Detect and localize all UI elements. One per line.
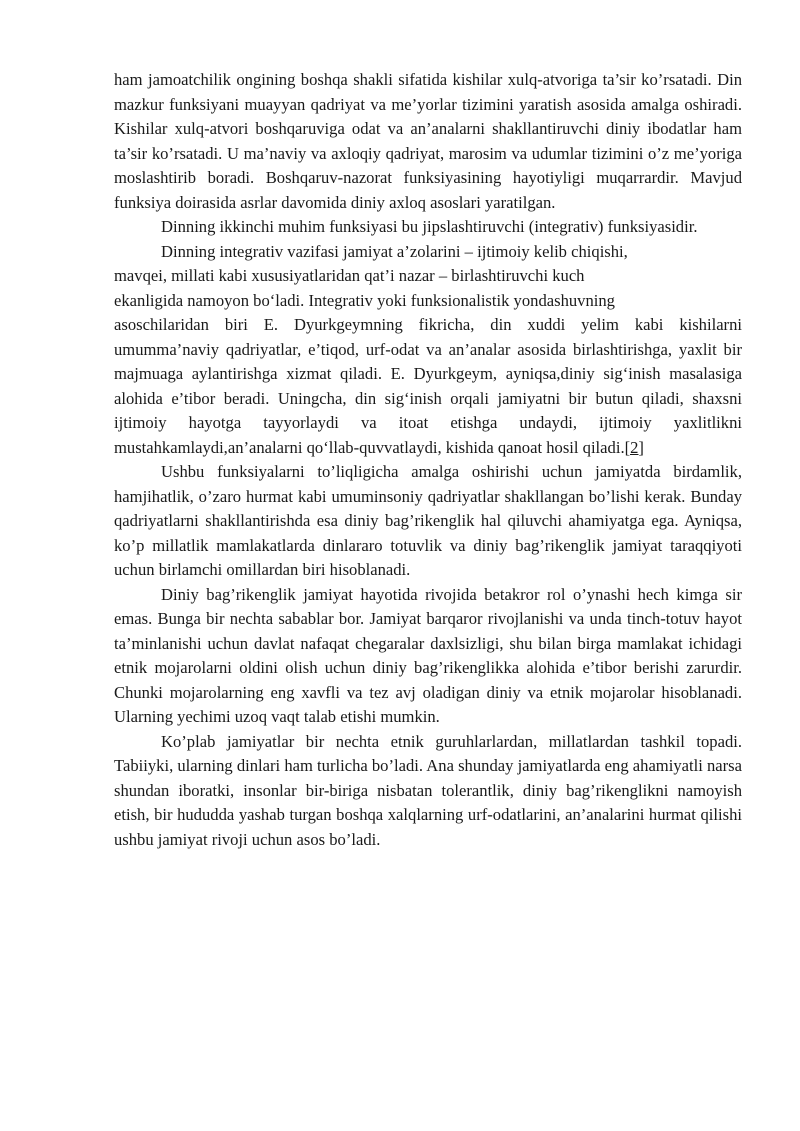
paragraph-5: Diniy bag’rikenglik jamiyat hayotida rivojida betakror rol o’ynashi hech kimga sir emas. Bunga bir nechta sabablar bor. Jamiyat barqaror rivojlanishi va unda tinch-totuv hayot ta’minlanishi uchun davlat nafaqat chegaralar daxlsizligi, shu bilan birga mamlakat ichidagi etnik mojarolarni oldini olish uchun diniy bag’rikenglikka alohida e’tibor berishi zarurdir. Chunki mojarolarning eng xavfli va tez avj oladigan diniy va etnik mojarolar hisoblanadi. Ularning yechimi uzoq vaqt talab etishi mumkin. [114,584,742,726]
document-page [114,68,742,852]
paragraph-3-text: asoschilaridan biri E. Dyurkgeymning fikricha, din xuddi yelim kabi kishilarni umumma’naviy qadriyatlar, e’tiqod, urf-odat va an’analar asosida birlashtirishga, yaxlit bir majmuaga aylantirishga xizmat qiladi. E. Dyurkgeym, ayniqsa,diniy sig‘inish masalasiga alohida e’tibor beradi. Uningcha, din sig‘inish orqali jamiyatni bir butun qiladi, shaxsni ijtimoiy hayotga tayyorlaydi va itoat etishga undaydi, ijtimoiy yaxlitlikni mustahkamlaydi,an’analarni qo‘llab-quvvatlaydi, kishida qanoat hosil qiladi. [114,315,742,457]
paragraph-3 [114,240,742,461]
paragraph-3-line-2: mavqei, millati kabi xususiyatlaridan qat’i nazar – birlashtiruvchi kuch [114,266,585,285]
footnote-link[interactable]: [2] [624,437,644,457]
paragraph-4: Ushbu funksiyalarni to’liqligicha amalga oshirishi uchun jamiyatda birdamlik, hamjihatlik, o’zaro hurmat kabi umuminsoniy qadriyatlar shakllangan bo’lishi kerak. Bunday qadriyatlarni shakllantirishda esa diniy bag’rikenglik hal qiluvchi ahamiyatga ega. Ayniqsa, ko’p millatlik mamlakatlarda dinlararo totuvlik va diniy bag’rikenglik jamiyat taraqqiyoti uchun birlamchi omillardan biri hisoblanadi. [114,462,742,579]
paragraph-3-rest [114,313,742,460]
paragraph-3-line-3: ekanligida namoyon bo‘ladi. Integrativ yoki funksionalistik yondashuvning [114,290,615,310]
paragraph-6: Ko’plab jamiyatlar bir nechta etnik guruhlarlardan, millatlardan tashkil topadi. Tabiiyki, ularning dinlari ham turlicha bo’ladi. Ana shunday jamiyatlarda eng ahamiyatli narsa shundan iboratki, insonlar bir-biriga nisbatan tolerantlik, diniy bag’rikenglikni namoyish etish, bir hududda yashab turgan boshqa xalqlarning urf-odatlarini, an’analarini hurmat qilishi ushbu jamiyat rivoji uchun asos bo’ladi. [114,731,742,849]
paragraph-1: ham jamoatchilik ongining boshqa shakli sifatida kishilar xulq-atvoriga ta’sir ko’rsatadi. Din mazkur funksiyani muayyan qadriyat va me’yorlar tizimini yaratish asosida amalga oshiradi. Kishilar xulq-atvori boshqaruviga odat va an’analarni shakllantiruvchi diniy ibodatlar ham ta’sir ko’rsatadi. U ma’naviy va axloqiy qadriyat, marosim va udumlar tizimini o’z me’yoriga moslashtirib boradi. Boshqaruv-nazorat funksiyasining hayotiyligi muqarrardir. Mavjud funksiya doirasida asrlar davomida diniy axloq asoslari yaratilgan. [114,70,742,212]
paragraph-3-line-1: Dinning integrativ vazifasi jamiyat a’zolarini – ijtimoiy kelib chiqishi, [161,241,628,261]
paragraph-2: Dinning ikkinchi muhim funksiyasi bu jipslashtiruvchi (integrativ) funksiyasidir. [161,217,698,236]
